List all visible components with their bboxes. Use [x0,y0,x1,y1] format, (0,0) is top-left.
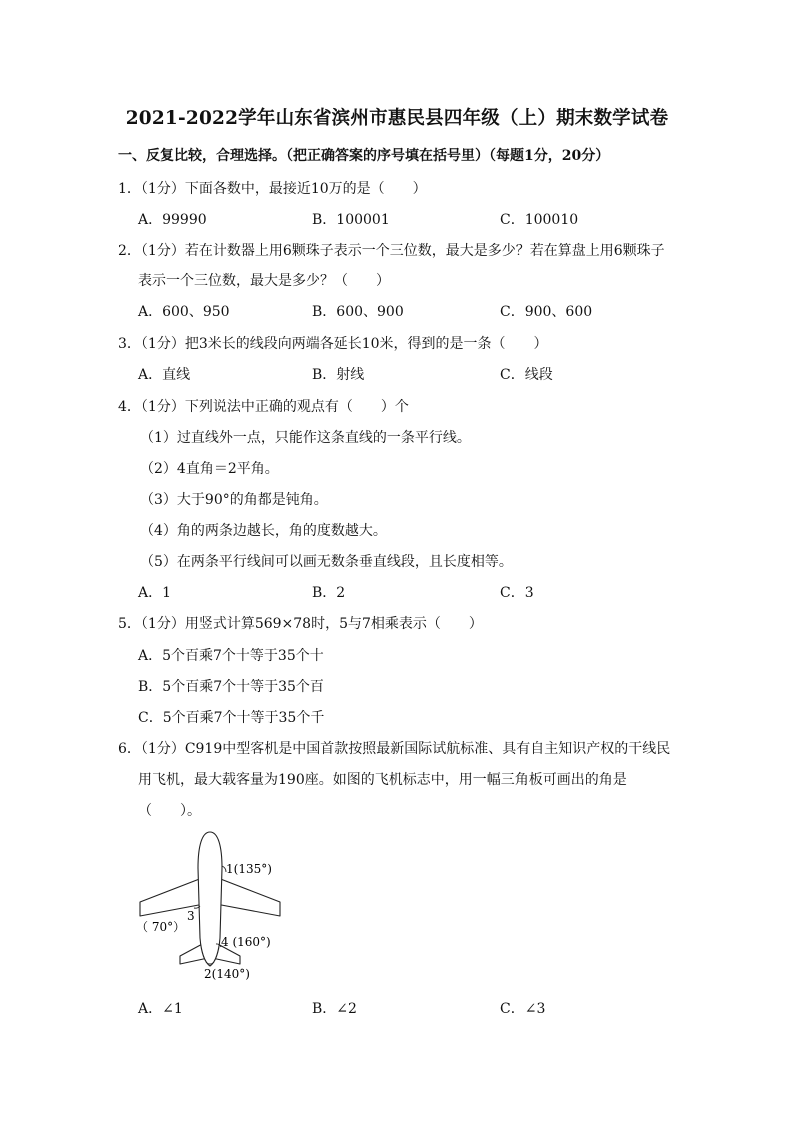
angle-1-label: 1(135°) [226,862,272,876]
angle-4-label: 4 (160°) [221,935,271,949]
question-4-stem: 4．（1分）下列说法中正确的观点有（ ）个 [118,399,409,415]
section-heading: 一、反复比较，合理选择。（把正确答案的序号填在括号里）（每题1分，20分） [118,148,610,164]
question-4-statement-1: （1）过直线外一点，只能作这条直线的一条平行线。 [140,430,471,446]
airplane-fuselage [198,832,222,966]
exam-title: 2021-2022学年山东省滨州市惠民县四年级（上）期末数学试卷 [125,108,669,129]
question-4-statement-5: （5）在两条平行线间可以画无数条垂直线段，且长度相等。 [140,554,513,570]
question-5-option-a: A．5个百乘7个十等于35个十 [138,648,324,664]
question-2-stem: 2．（1分）若在计数器上用6颗珠子表示一个三位数，最大是多少？若在算盘上用6颗珠子 [118,243,665,259]
question-4-statement-4: （4）角的两条边越长，角的度数越大。 [140,523,387,539]
question-2-option-a: A．600、950 [138,304,230,320]
question-4-statement-3: （3）大于90°的角都是钝角。 [140,492,328,508]
angle-2-label: 2(140°) [204,967,250,981]
question-1-option-a: A．99990 [138,212,207,228]
question-4-option-c: C．3 [500,585,534,601]
angle-3-label: 3 [187,909,195,923]
question-6-stem: 6．（1分）C919中型客机是中国首款按照最新国际试航标准、具有自主知识产权的干线民 [118,741,671,757]
question-1-stem: 1．（1分）下面各数中，最接近10万的是（ ） [118,181,427,197]
question-6-option-a: A．∠1 [138,1001,183,1017]
question-2-stem-cont: 表示一个三位数，最大是多少？（ ） [138,273,390,289]
question-4-option-b: B．2 [312,585,346,601]
question-5-option-b: B．5个百乘7个十等于35个百 [138,679,324,695]
question-2-option-b: B．600、900 [312,304,404,320]
airplane-figure [130,828,290,988]
question-6-stem-cont: 用飞机，最大载客量为190座。如图的飞机标志中，用一幅三角板可画出的角是 [138,772,627,788]
question-1-option-b: B．100001 [312,212,390,228]
question-4-option-a: A．1 [138,585,172,601]
question-3-option-b: B．射线 [312,367,365,383]
question-3-stem: 3．（1分）把3米长的线段向两端各延长10米，得到的是一条（ ） [118,336,548,352]
question-3-option-c: C．线段 [500,367,553,383]
question-6-option-b: B．∠2 [312,1001,357,1017]
question-5-option-c: C．5个百乘7个十等于35个千 [138,710,325,726]
angle-left-label: （ 70°） [136,920,186,934]
question-4-statement-2: （2）4直角＝2平角。 [140,461,279,477]
question-6-stem-end: （ ）。 [138,803,201,819]
question-2-option-c: C．900、600 [500,304,593,320]
question-5-stem: 5．（1分）用竖式计算569×78时，5与7相乘表示（ ） [118,616,483,632]
question-1-option-c: C．100010 [500,212,579,228]
question-3-option-a: A．直线 [138,367,191,383]
airplane-right-wing [216,878,280,916]
question-6-option-c: C．∠3 [500,1001,546,1017]
